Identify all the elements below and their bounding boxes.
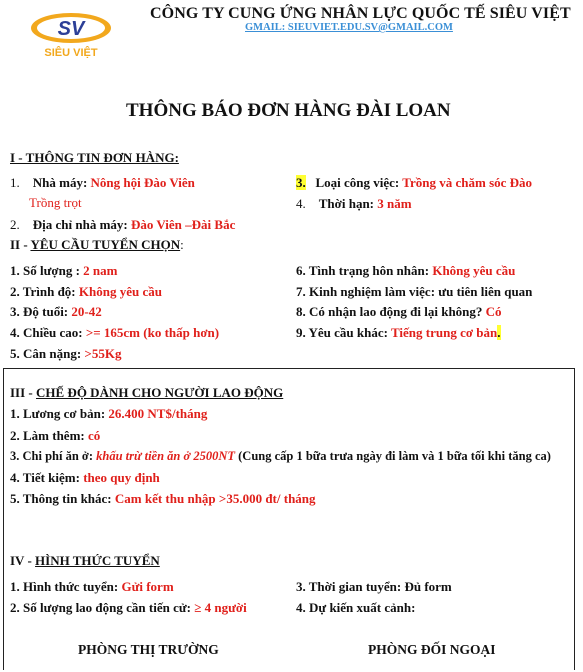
term-value: 3 năm [377, 196, 412, 211]
requirement-label: 6. Tình trạng hôn nhân: [296, 263, 433, 278]
requirement-label: 2. Trình độ: [10, 284, 79, 299]
item-number: 4. [296, 196, 306, 211]
recruit-value: Gửi form [121, 579, 174, 594]
section-box-top [3, 368, 575, 369]
company-email-link[interactable]: GMAIL: SIEUVIET.EDU.SV@GMAIL.COM [245, 22, 453, 33]
section-2-suffix: : [180, 237, 184, 252]
requirement-label: 5. Cân nặng: [10, 346, 85, 361]
benefit-label: 5. Thông tin khác: [10, 491, 115, 506]
benefit-value: 26.400 NT$/tháng [108, 406, 208, 421]
benefit-value: khấu trừ tiền ăn ở 2500NT [96, 449, 235, 463]
recruit-item [10, 600, 247, 616]
benefit-item [10, 406, 207, 422]
benefit-note: (Cung cấp 1 bữa trưa ngày đi làm và 1 bữa tối khi tăng ca) [235, 449, 551, 463]
requirement-item [296, 263, 515, 279]
recruit-item [296, 600, 415, 616]
requirement-value: Có [485, 304, 502, 319]
recruit-label: 4. Dự kiến xuất cảnh: [296, 600, 416, 615]
job-value: Trồng và chăm sóc Đào [402, 175, 533, 190]
benefit-value: có [88, 428, 101, 443]
benefit-item [10, 449, 551, 464]
recruit-label: 1. Hình thức tuyển: [10, 579, 122, 594]
term-row [296, 196, 412, 212]
requirement-item [10, 284, 162, 300]
signature-foreign-dept: PHÒNG ĐỐI NGOẠI [368, 642, 496, 657]
factory-label: Nhà máy: [32, 175, 91, 190]
job-label: Loại công việc: [315, 175, 403, 190]
benefit-label: 4. Tiết kiệm: [10, 470, 84, 485]
requirement-item [10, 346, 121, 362]
recruit-item [296, 579, 452, 595]
section-box-left [3, 368, 4, 670]
section-3-title: CHẾ ĐỘ DÀNH CHO NGƯỜI LAO ĐỘNG [36, 385, 284, 400]
benefit-item [10, 470, 160, 486]
benefit-label: 2. Làm thêm: [10, 428, 88, 443]
benefit-label: 1. Lương cơ bản: [10, 406, 109, 421]
requirement-item [10, 325, 219, 341]
company-name: CÔNG TY CUNG ỨNG NHÂN LỰC QUỐC TẾ SIÊU VIỆT [150, 5, 571, 22]
benefit-value: Cam kết thu nhập >35.000 đt/ tháng [114, 491, 316, 506]
section-2-title: YÊU CẦU TUYỂN CHỌN [30, 237, 181, 252]
requirement-value: Tiếng trung cơ bản [390, 325, 498, 340]
requirement-label: 1. Số lượng : [10, 263, 84, 278]
requirement-value: 2 nam [83, 263, 118, 278]
requirement-label: 8. Có nhận lao động đi lại không? [296, 304, 486, 319]
requirement-item [10, 263, 117, 279]
address-label: Địa chỉ nhà máy: [32, 217, 131, 232]
requirement-value: Không yêu cầu [78, 284, 162, 299]
requirement-label: 7. Kinh nghiệm làm việc: [296, 284, 439, 299]
recruit-label: 3. Thời gian tuyển: [296, 579, 405, 594]
svg-text:SIÊU VIỆT: SIÊU VIỆT [44, 47, 98, 59]
requirement-label: 4. Chiều cao: [10, 325, 86, 340]
section-2-heading [10, 237, 184, 253]
requirement-value: >55Kg [84, 346, 122, 361]
recruit-value: ≥ 4 người [194, 600, 247, 615]
factory-value-cont: Trồng trọt [29, 195, 82, 210]
benefit-value: theo quy định [83, 470, 160, 485]
item-number: 1. [10, 175, 20, 190]
requirement-item [296, 284, 532, 300]
requirement-value: Không yêu cầu [432, 263, 516, 278]
section-1-heading: I - THÔNG TIN ĐƠN HÀNG: [10, 150, 179, 165]
factory-row [10, 175, 195, 191]
section-3-heading [10, 385, 283, 401]
section-3-prefix: III - [10, 385, 37, 400]
job-row [296, 175, 532, 191]
signature-market-dept: PHÒNG THỊ TRƯỜNG [78, 642, 219, 657]
address-row [10, 217, 235, 233]
section-4-heading [10, 553, 160, 569]
requirement-value: 20-42 [71, 304, 102, 319]
requirement-label: 3. Độ tuổi: [10, 304, 72, 319]
recruit-item [10, 579, 174, 595]
item-number: 2. [10, 217, 20, 232]
svg-text:SV: SV [57, 18, 85, 40]
section-4-title: HÌNH THỨC TUYỂN [35, 553, 160, 568]
item-number: 3. [296, 175, 306, 190]
requirement-label: 9. Yêu cầu khác: [296, 325, 391, 340]
requirement-value: ưu tiên liên quan [438, 284, 533, 299]
term-label: Thời hạn: [318, 196, 378, 211]
document-title: THÔNG BÁO ĐƠN HÀNG ĐÀI LOAN [126, 100, 451, 121]
factory-value: Nông hội Đào Viên [90, 175, 195, 190]
recruit-value: Đủ form [404, 579, 452, 594]
benefit-item [10, 491, 316, 507]
benefit-label: 3. Chi phí ăn ở: [10, 449, 97, 463]
section-4-prefix: IV - [10, 553, 36, 568]
section-2-prefix: II - [10, 237, 31, 252]
requirement-item [296, 304, 502, 320]
requirement-item [296, 325, 501, 341]
company-logo [27, 10, 115, 62]
requirement-value: >= 165cm (ko thấp hơn) [85, 325, 220, 340]
section-box-right [574, 368, 575, 670]
requirement-item [10, 304, 102, 320]
benefit-item [10, 428, 100, 444]
requirement-tail: . [497, 325, 501, 340]
recruit-label: 2. Số lượng lao động cần tiến cử: [10, 600, 195, 615]
address-value: Đào Viên –Đài Bắc [130, 217, 236, 232]
